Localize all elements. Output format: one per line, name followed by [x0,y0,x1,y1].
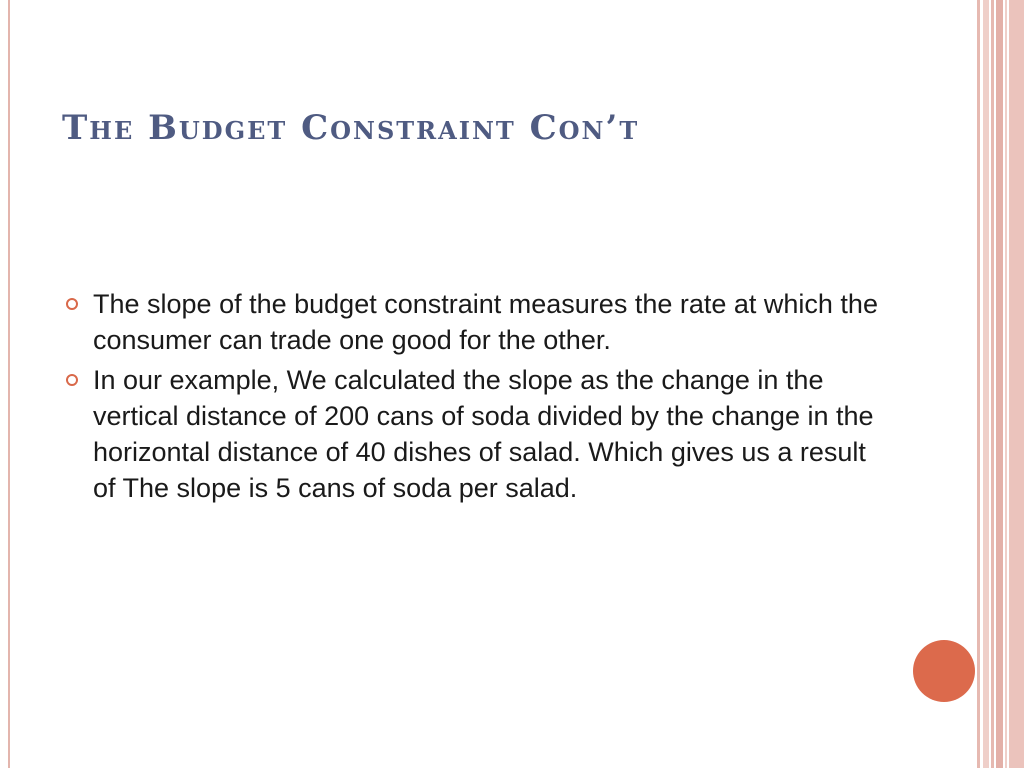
bullet-list [62,286,882,510]
hollow-circle-bullet-icon [66,374,78,386]
bullet-item [62,362,882,506]
bullet-text: In our example, We calculated the slope as the change in the vertical distance of 200 cans of soda divided by the change in the horizontal distance of 40 dishes of salad. Which gives us a result of The slope is 5 cans of soda per salad. [93,365,874,503]
left-frame-line [8,0,10,768]
bullet-text: The slope of the budget constraint measures the rate at which the consumer can trade one good for the other. [93,289,878,355]
right-stripe [983,0,989,768]
right-stripe [996,0,1003,768]
orange-circle-decoration [913,640,975,702]
hollow-circle-bullet-icon [66,298,78,310]
slide-title: The Budget Constraint Con’t [62,108,640,148]
right-stripe [1009,0,1024,768]
right-stripe [991,0,994,768]
right-stripe [1005,0,1007,768]
right-stripe [977,0,980,768]
bullet-item [62,286,882,358]
